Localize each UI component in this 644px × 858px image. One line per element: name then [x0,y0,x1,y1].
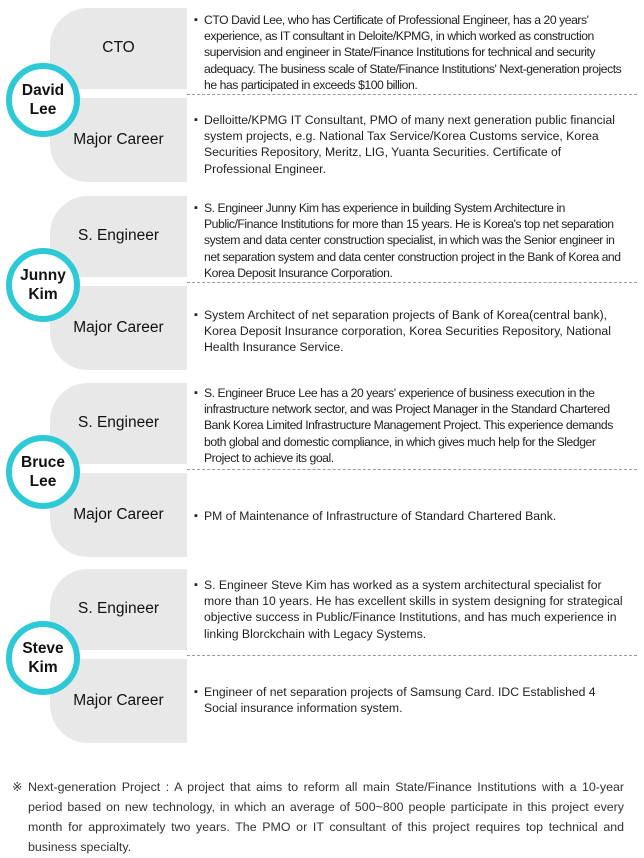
name-circle [6,63,80,137]
name-first: Bruce [21,454,65,471]
name-first: David [21,82,65,99]
role-label: S. Engineer [78,414,159,431]
name-circle [6,621,80,695]
career-description: ▪ System Architect of net separation projects of Bank of Korea(central bank), Korea Deposit Insurance corporation, Korea Securities Repository, National Health Insurance Service. [194,307,624,356]
name-last: Lee [29,101,57,118]
role-description: ▪ S. Engineer Bruce Lee has a 20 years' experience of business execution in the infrastructure network sector, and was Project Manager in the Standard Chartered Bank Korea Limited Infrastructure Management Project. This experience demands both global and domestic compliance, in which gives much help for the Sledger Project to achieve its goal. [194,385,624,466]
profile-junny-kim [0,196,644,370]
career-label: Major Career [73,506,164,523]
career-description: ▪ Engineer of net separation projects of Samsung Card. IDC Established 4 Social insurance information system. [194,684,624,716]
divider [187,655,637,656]
role-label: CTO [102,39,135,56]
name-last: Lee [29,473,57,490]
career-label: Major Career [73,692,164,709]
profile-bruce-lee [0,383,644,557]
role-description: ▪ S. Engineer Steve Kim has worked as a system architectural specialist for more than 10 years. He has excellent skills in system designing for strategical objective success in Public/Finance Institutions, and has much experience in linking Blorckchain with Legacy Systems. [194,577,624,642]
profile-david-lee [0,8,644,182]
name-circle [6,248,80,322]
name-first: Steve [22,640,64,657]
career-label: Major Career [73,131,164,148]
footnote [12,777,624,857]
divider [187,94,637,95]
role-label: S. Engineer [78,600,159,617]
role-description: ▪ CTO David Lee, who has Certificate of Professional Engineer, has a 20 years' experience, as IT consultant in Deloite/KPMG, in which worked as construction supervision and engineer in State/Finance Institutions for technical and security adequacy. The business scale of State/Finance Institutions' Next-generation projects he has participated in exceeds $100 billion. [194,12,624,93]
role-label: S. Engineer [78,227,159,244]
name-last: Kim [28,286,58,303]
career-description: ▪ PM of Maintenance of Infrastructure of Standard Chartered Bank. [194,508,624,524]
name-first: Junny [20,267,66,284]
career-description: ▪ Delloitte/KPMG IT Consultant, PMO of many next generation public financial system projects, e.g. National Tax Service/Korea Customs service, Korea Securities Repository, Meritz, LIG, Yuanta Securities. Certificate of Professional Engineer. [194,112,624,177]
divider [187,469,637,470]
name-last: Kim [28,659,58,676]
footnote-text: Next-generation Project : A project that aims to reform all main State/Finance Institutions with a 10-year period based on new technology, in which an average of 500~800 people participate in this project every month for approximately two years. The PMO or IT consultant of this project requires top technical and business specialty. [28,780,624,854]
role-description: ▪ S. Engineer Junny Kim has experience in building System Architecture in Public/Finance Institutions for more than 15 years. He is Korea's top net separation system and data center construction specialist, in which was the Senior engineer in net separation system and data center construction project in the Bank of Korea and Korea Deposit Insurance Corporation. [194,200,624,281]
career-label: Major Career [73,319,164,336]
divider [187,282,637,283]
reference-mark-icon: ※ [12,780,23,794]
profile-steve-kim [0,569,644,743]
name-circle [6,435,80,509]
